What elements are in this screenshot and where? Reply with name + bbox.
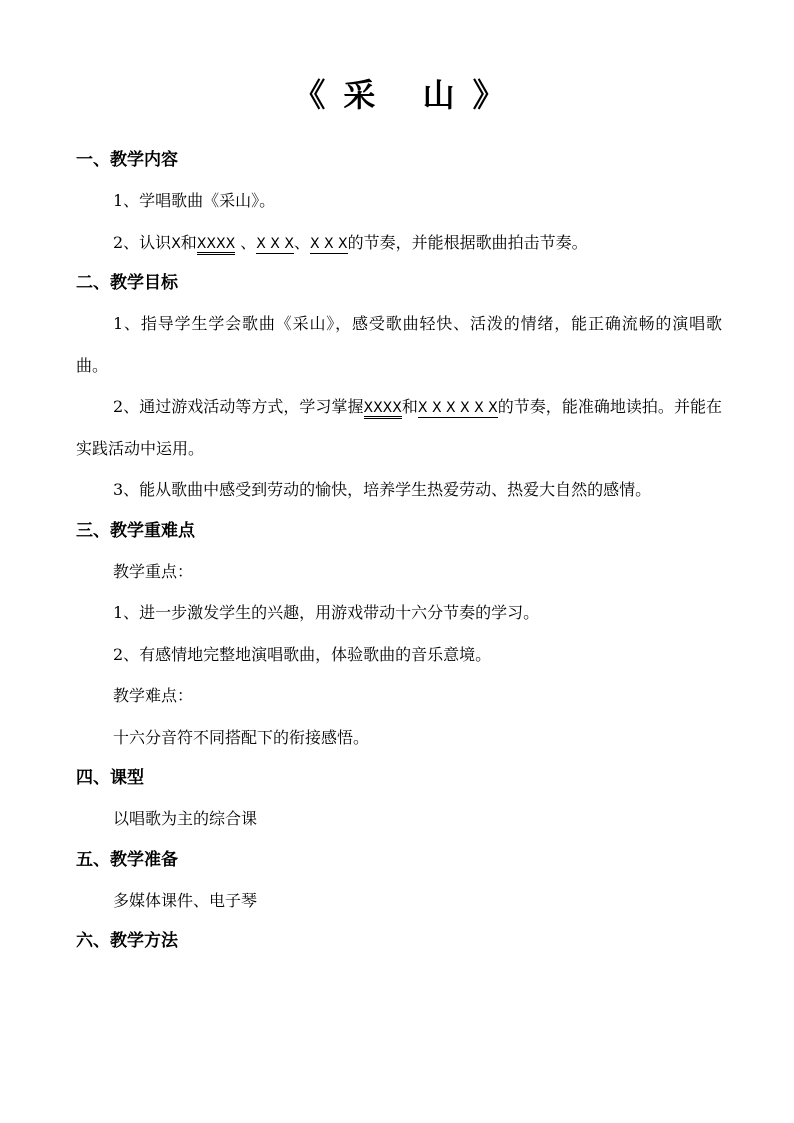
- paragraph: 1、学唱歌曲《采山》。: [113, 191, 276, 210]
- paragraph-rhythm: [76, 222, 722, 264]
- rhythm-notation-sixteenth: XXXX: [197, 236, 235, 255]
- subheading-key-point: 教学重点：: [113, 561, 194, 581]
- paragraph: 1、指导学生学会歌曲《采山》，感受歌曲轻快、活泼的情绪，能正确流畅的演唱歌曲。: [76, 314, 722, 375]
- text-run: 、: [235, 232, 257, 252]
- text-run: 的节奏，并能根据歌曲拍击节奏。: [347, 232, 588, 252]
- rhythm-notation-mixed: X X X: [309, 235, 348, 252]
- text-run: 和: [180, 232, 197, 252]
- paragraph: 多媒体课件、电子琴: [113, 890, 258, 910]
- rhythm-notation: X: [171, 235, 181, 252]
- paragraph: 十六分音符不同搭配下的衔接感悟。: [113, 727, 370, 747]
- section-heading-methods: 六、教学方法: [76, 931, 178, 951]
- paragraph: 1、进一步激发学生的兴趣，用游戏带动十六分节奏的学习。: [113, 603, 540, 622]
- document-title: 《采 山》: [293, 76, 523, 114]
- text-run: 和: [401, 397, 418, 416]
- rhythm-notation-mixed: X X X X X X: [417, 400, 498, 416]
- section-heading-lesson-type: 四、课型: [76, 768, 144, 788]
- subheading-difficulty: 教学难点：: [113, 686, 194, 705]
- paragraph: 3、能从歌曲中感受到劳动的愉快，培养学生热爱劳动、热爱大自然的感情。: [113, 480, 652, 499]
- text-run: 、: [293, 232, 310, 252]
- section-heading-preparation: 五、教学准备: [76, 849, 178, 870]
- section-heading-key-points: 三、教学重难点: [76, 520, 195, 541]
- rhythm-notation-sixteenth: XXXX: [364, 400, 402, 419]
- paragraph-rhythm: [76, 386, 722, 469]
- text-run: 2、认识: [113, 232, 172, 252]
- text-run: 的节奏，能准确地读拍。并能在实践活动中运用。: [76, 397, 722, 458]
- section-heading-content: 一、教学内容: [76, 150, 178, 170]
- section-heading-objectives: 二、教学目标: [76, 273, 178, 293]
- text-run: 2、通过游戏活动等方式，学习掌握: [113, 397, 364, 416]
- rhythm-notation-mixed: X X X: [256, 235, 294, 252]
- paragraph: 以唱歌为主的综合课: [113, 809, 258, 828]
- paragraph: 2、有感情地完整地演唱歌曲，体验歌曲的音乐意境。: [113, 644, 492, 664]
